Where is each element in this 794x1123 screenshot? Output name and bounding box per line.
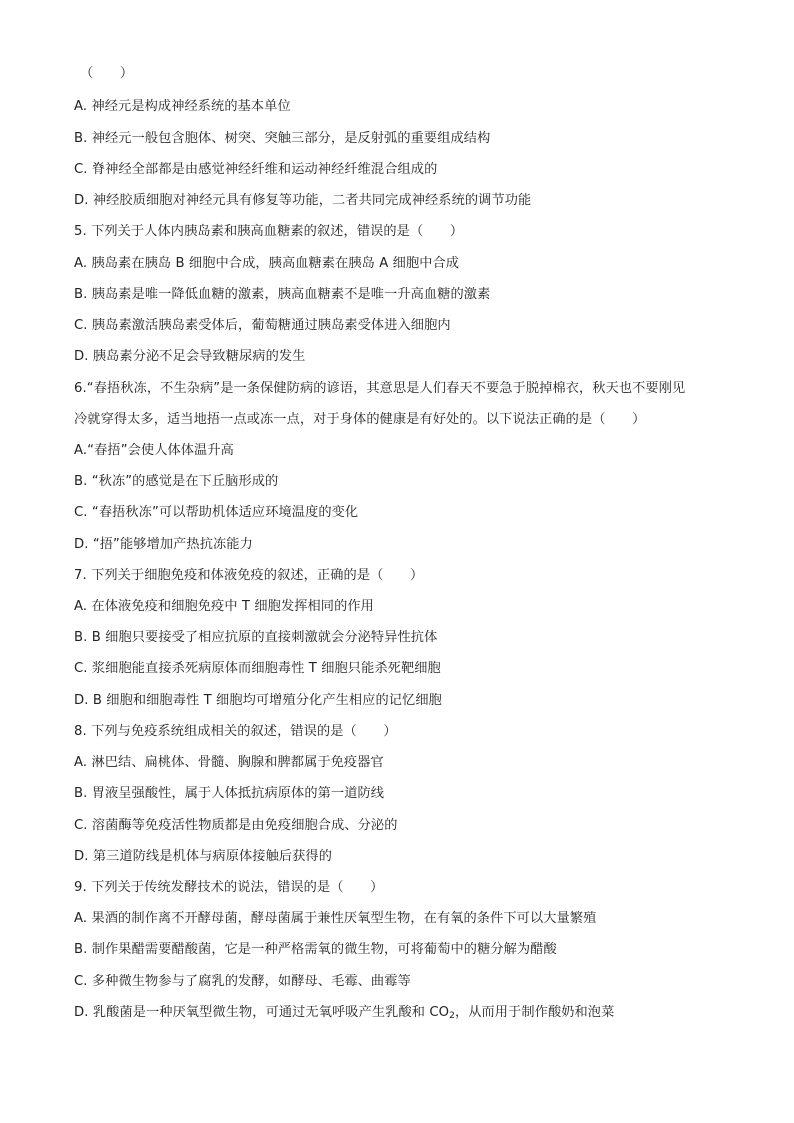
q6-option-d: D. “捂”能够增加产热抗冻能力 bbox=[74, 537, 253, 552]
q7-option-d: D. B 细胞和细胞毒性 T 细胞均可增殖分化产生相应的记忆细胞 bbox=[74, 693, 442, 708]
q4-option-a: A. 神经元是构成神经系统的基本单位 bbox=[74, 99, 291, 114]
q5-option-c: C. 胰岛素激活胰岛素受体后，葡萄糖通过胰岛素受体进入细胞内 bbox=[74, 318, 451, 333]
q6-stem-line-2: 冷就穿得太多，适当地捂一点或冻一点，对于身体的健康是有好处的。以下说法正确的是（ ） bbox=[74, 412, 646, 427]
q7-stem: 7. 下列关于细胞免疫和体液免疫的叙述，正确的是（ ） bbox=[74, 568, 424, 583]
q9-stem: 9. 下列关于传统发酵技术的说法，错误的是（ ） bbox=[74, 880, 384, 895]
q6-stem-line-1: 6.“春捂秋冻，不生杂病”是一条保健防病的谚语，其意思是人们春天不要急于脱掉棉衣，秋天也不要刚见 bbox=[74, 381, 686, 396]
q9-option-d-text-end: ，从而用于制作酸奶和泡菜 bbox=[454, 1005, 615, 1020]
q5-option-b: B. 胰岛素是唯一降低血糖的激素，胰高血糖素不是唯一升高血糖的激素 bbox=[74, 287, 491, 302]
q8-option-c: C. 溶菌酶等免疫活性物质都是由免疫细胞合成、分泌的 bbox=[74, 818, 398, 833]
q8-option-d: D. 第三道防线是机体与病原体接触后获得的 bbox=[74, 849, 333, 864]
answer-bracket: （ ） bbox=[80, 66, 134, 81]
q4-option-b: B. 神经元一般包含胞体、树突、突触三部分，是反射弧的重要组成结构 bbox=[74, 131, 491, 146]
q8-option-b: B. 胃液呈强酸性，属于人体抵抗病原体的第一道防线 bbox=[74, 786, 385, 801]
q4-option-c: C. 脊神经全部都是由感觉神经纤维和运动神经纤维混合组成的 bbox=[74, 162, 438, 177]
q4-option-d: D. 神经胶质细胞对神经元具有修复等功能，二者共同完成神经系统的调节功能 bbox=[74, 193, 532, 208]
q6-option-b: B. “秋冻”的感觉是在下丘脑形成的 bbox=[74, 474, 279, 489]
co2-subscript: 2 bbox=[449, 1011, 455, 1021]
q5-option-a: A. 胰岛素在胰岛 B 细胞中合成，胰高血糖素在胰岛 A 细胞中合成 bbox=[74, 256, 460, 271]
q6-option-a: A.“春捂”会使人体体温升高 bbox=[74, 443, 234, 458]
q7-option-b: B. B 细胞只要接受了相应抗原的直接刺激就会分泌特异性抗体 bbox=[74, 630, 438, 645]
q9-option-c: C. 多种微生物参与了腐乳的发酵，如酵母、毛霉、曲霉等 bbox=[74, 974, 411, 989]
q9-option-b: B. 制作果醋需要醋酸菌，它是一种严格需氧的微生物，可将葡萄中的糖分解为醋酸 bbox=[74, 942, 557, 957]
q8-option-a: A. 淋巴结、扁桃体、骨髓、胸腺和脾都属于免疫器官 bbox=[74, 755, 384, 770]
q5-option-d: D. 胰岛素分泌不足会导致糖尿病的发生 bbox=[74, 349, 306, 364]
q7-option-a: A. 在体液免疫和细胞免疫中 T 细胞发挥相同的作用 bbox=[74, 599, 374, 614]
q8-stem: 8. 下列与免疫系统组成相关的叙述，错误的是（ ） bbox=[74, 724, 397, 739]
q6-option-c: C. “春捂秋冻”可以帮助机体适应环境温度的变化 bbox=[74, 505, 359, 520]
q9-option-d-text: D. 乳酸菌是一种厌氧型微生物，可通过无氧呼吸产生乳酸和 CO bbox=[74, 1005, 450, 1020]
q9-option-d bbox=[74, 1003, 734, 1023]
q7-option-c: C. 浆细胞能直接杀死病原体而细胞毒性 T 细胞只能杀死靶细胞 bbox=[74, 661, 441, 676]
q5-stem: 5. 下列关于人体内胰岛素和胰高血糖素的叙述，错误的是（ ） bbox=[74, 224, 464, 239]
q9-option-a: A. 果酒的制作离不开酵母菌，酵母菌属于兼性厌氧型生物，在有氧的条件下可以大量繁殖 bbox=[74, 911, 597, 926]
